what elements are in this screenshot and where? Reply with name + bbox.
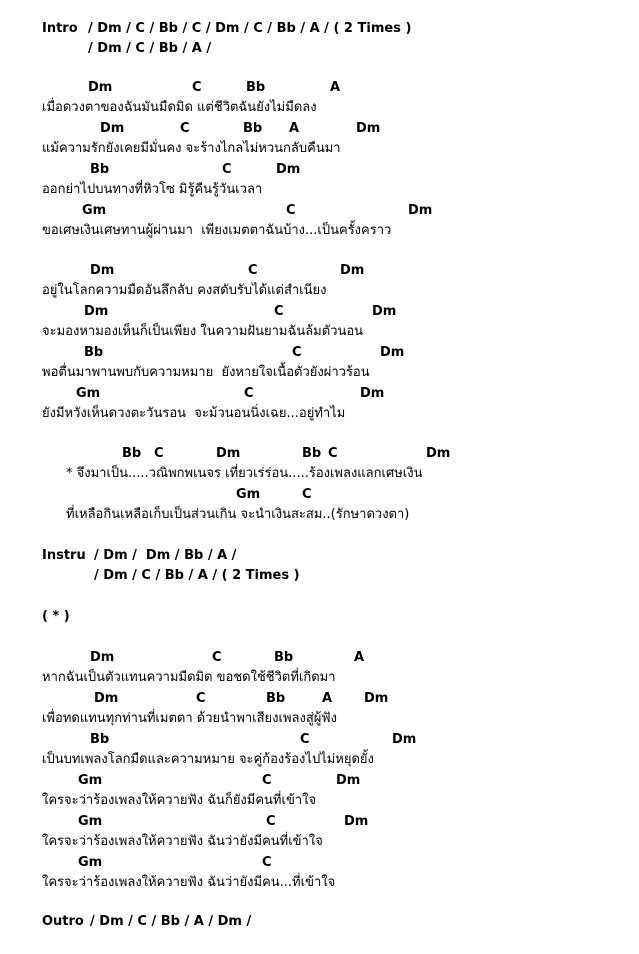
chord-row [0,814,639,830]
chord: C [292,345,302,360]
chord: Gm [78,855,103,870]
chord: C [244,386,254,401]
chord-row [0,446,639,462]
chord-row [0,650,639,666]
instru-chords-line2: / Dm / C / Bb / A / ( 2 Times ) [94,568,300,583]
chord-row [0,121,639,137]
chord: Gm [78,814,103,829]
outro-chords: / Dm / C / Bb / A / Dm / [90,914,252,929]
lyric-line: * จึงมาเป็น.....วณิพกพเนจร เที่ยวเร่ร่อน.....ร้องเพลงแลกเศษเงิน [66,466,423,481]
chord-row [0,487,639,503]
chord: C [154,446,164,461]
chord: Dm [336,773,361,788]
lyric-line: ใครจะว่าร้องเพลงให้ควายฟัง ฉันว่ายังมีคน...ที่เข้าใจ [42,875,336,890]
instru-chords-line1: / Dm / Dm / Bb / A / [94,548,237,563]
chord-row [0,345,639,361]
chord-row [0,732,639,748]
lyric-line: ใครจะว่าร้องเพลงให้ควายฟัง ฉันก็ยังมีคนที่เข้าใจ [42,793,317,808]
chord: Dm [344,814,369,829]
lyric-line: เพื่อทดแทนทุกท่านที่เมตตา ด้วยนำพาเสียงเพลงสู่ผู้ฟัง [42,711,337,726]
chord-row [0,203,639,219]
chord: Dm [426,446,451,461]
chord: Gm [236,487,261,502]
lyric-line: เมื่อดวงตาของฉันมันมืดมิด แต่ชีวิตฉันยังไม่มืดลง [42,100,317,115]
lyric-line: ยังมีหวังเห็นดวงตะวันรอน จะม้วนอนนิ่งเฉย...อยู่ทำไม [42,406,346,421]
chord: C [262,773,272,788]
chord: Dm [392,732,417,747]
chord: Dm [364,691,389,706]
chord: A [330,80,341,95]
chord: C [196,691,206,706]
chord: Bb [122,446,142,461]
chord: C [302,487,312,502]
chord: Dm [90,650,115,665]
lyric-line: หากฉันเป็นตัวแทนความมืดมิด ขอชดใช้ชีวิตที่เกิดมา [42,670,336,685]
lyric-line: แม้ความรักยังเคยมีมั่นคง จะร้างไกลไม่หวนกลับคืนมา [42,141,341,156]
lyric-line: จะมองหามองเห็นก็เป็นเพียง ในความฝันยามฉันล้มตัวนอน [42,324,364,339]
chord: C [328,446,338,461]
chord: Gm [82,203,107,218]
chord: A [289,121,300,136]
intro-chords-line1: / Dm / C / Bb / C / Dm / C / Bb / A / ( 2 Times ) [88,21,412,36]
chord: Bb [243,121,263,136]
chord: C [262,855,272,870]
chord: Gm [78,773,103,788]
intro-chords-line2: / Dm / C / Bb / A / [88,41,212,56]
chord-row [0,162,639,178]
chord-row [0,386,639,402]
chord: Dm [380,345,405,360]
chord: Bb [84,345,104,360]
chord: Dm [372,304,397,319]
lyric-line: ใครจะว่าร้องเพลงให้ควายฟัง ฉันว่ายังมีคนที่เข้าใจ [42,834,323,849]
chord: C [266,814,276,829]
chord-row [0,691,639,707]
chord: Gm [76,386,101,401]
chord: C [248,263,258,278]
chord-row [0,80,639,96]
chord: Dm [408,203,433,218]
chord: Dm [276,162,301,177]
chord: C [274,304,284,319]
chord: Bb [90,732,110,747]
chord: Dm [356,121,381,136]
lyric-line: ออกย่าไปบนทางที่หิวโซ มิรู้คืนรู้วันเวลา [42,182,263,197]
chord: Dm [100,121,125,136]
chord: Bb [266,691,286,706]
chord: Dm [84,304,109,319]
chord: C [192,80,202,95]
lyric-line: เป็นบทเพลงโลกมืดและความหมาย จะคู่ก้องร้องไปไม่หยุดยั้ง [42,752,374,767]
chord: Dm [216,446,241,461]
chord: C [212,650,222,665]
chord: C [222,162,232,177]
chord: Dm [88,80,113,95]
instru-label: Instru [42,548,86,563]
chord: C [180,121,190,136]
chord-row [0,304,639,320]
chord-row [0,773,639,789]
chord: Dm [90,263,115,278]
intro-label: Intro [42,21,78,36]
lyric-line: อยู่ในโลกความมืดอันลึกลับ คงสดับรับได้แต่สำเนียง [42,283,327,298]
chord: Bb [246,80,266,95]
lyric-line: ขอเศษเงินเศษทานผู้ผ่านมา เพียงเมตตาฉันบ้าง...เป็นครั้งคราว [42,223,392,238]
chord: C [286,203,296,218]
chord: Bb [274,650,294,665]
chord-row [0,855,639,871]
repeat-chorus-marker: ( * ) [42,609,70,624]
chord: C [300,732,310,747]
lyric-line: พอตื่นมาพานพบกับความหมาย ยังหายใจเนื้อตัวยังผ่าวร้อน [42,365,370,380]
chord: A [354,650,365,665]
outro-label: Outro [42,914,84,929]
chord: A [322,691,333,706]
chord: Bb [90,162,110,177]
chord: Dm [94,691,119,706]
chord: Dm [360,386,385,401]
chord: Dm [340,263,365,278]
lyric-line: ที่เหลือกินเหลือเก็บเป็นส่วนเกิน จะนำเงินสะสม..(รักษาดวงตา) [66,507,410,522]
chord-row [0,263,639,279]
chord: Bb [302,446,322,461]
